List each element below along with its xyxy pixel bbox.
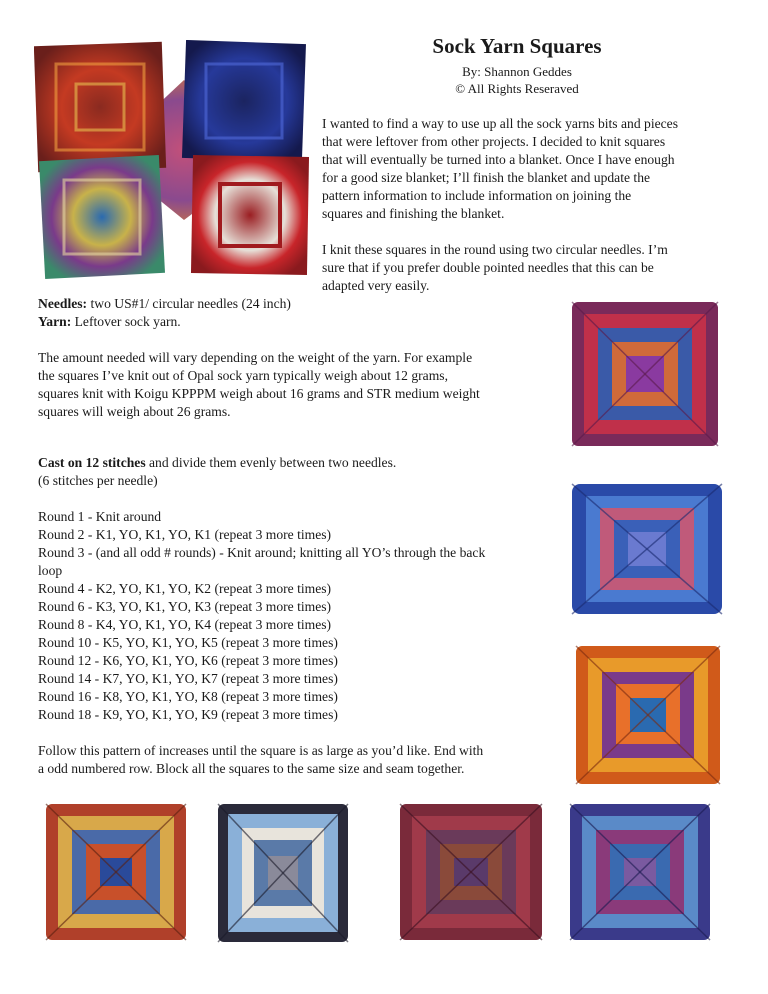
square-photo-3 bbox=[572, 642, 726, 790]
round-line: Round 2 - K1, YO, K1, YO, K1 (repeat 3 more times) bbox=[38, 527, 332, 542]
rounds-list bbox=[38, 508, 485, 724]
square-photo-7 bbox=[566, 800, 716, 946]
square-photo-2 bbox=[568, 476, 728, 620]
needles-label: Needles: bbox=[38, 296, 88, 311]
round-line: Round 12 - K6, YO, K1, YO, K6 (repeat 3 more times) bbox=[38, 653, 338, 668]
amount-line: squares will weigh about 26 grams. bbox=[38, 404, 231, 419]
header-photo-collage bbox=[34, 40, 312, 280]
intro-line: that will eventually be turned into a blanket. Once I have enough bbox=[322, 152, 675, 167]
square-photo-6 bbox=[396, 800, 548, 946]
round-line: Round 6 - K3, YO, K1, YO, K3 (repeat 3 more times) bbox=[38, 599, 332, 614]
yarn-line bbox=[38, 313, 291, 331]
round-line: Round 8 - K4, YO, K1, YO, K4 (repeat 3 more times) bbox=[38, 617, 332, 632]
square-photo-5 bbox=[214, 800, 354, 948]
round-line: Round 3 - (and all odd # rounds) - Knit around; knitting all YO’s through the back bbox=[38, 545, 486, 560]
intro-line: squares and finishing the blanket. bbox=[322, 206, 505, 221]
square-photo-1 bbox=[568, 296, 724, 454]
cast-on-line bbox=[38, 454, 396, 472]
amount-line: The amount needed will vary depending on the weight of the yarn. For example bbox=[38, 350, 473, 365]
cast-on bbox=[38, 454, 396, 490]
intro2-line: adapted very easily. bbox=[322, 278, 430, 293]
author-line: By: Shannon Geddes bbox=[462, 64, 572, 79]
amount-line: squares knit with Koigu KPPPM weigh about 16 grams and STR medium weight bbox=[38, 386, 480, 401]
amount-paragraph bbox=[38, 349, 480, 421]
intro-line: I wanted to find a way to use up all the sock yarns bits and pieces bbox=[322, 116, 678, 131]
cast-on-bold: Cast on 12 stitches bbox=[38, 455, 146, 470]
round-line: Round 1 - Knit around bbox=[38, 509, 162, 524]
round-line: Round 14 - K7, YO, K1, YO, K7 (repeat 3 more times) bbox=[38, 671, 338, 686]
round-line: Round 16 - K8, YO, K1, YO, K8 (repeat 3 more times) bbox=[38, 689, 338, 704]
page-title: Sock Yarn Squares bbox=[432, 34, 602, 58]
intro-line: pattern information to include information on joining the bbox=[322, 188, 632, 203]
materials bbox=[38, 295, 291, 331]
cast-on-text: and divide them evenly between two needles. bbox=[145, 455, 397, 470]
round-line: Round 10 - K5, YO, K1, YO, K5 (repeat 3 more times) bbox=[38, 635, 338, 650]
intro2-line: I knit these squares in the round using two circular needles. I’m bbox=[322, 242, 668, 257]
needles-text: two US#1/ circular needles (24 inch) bbox=[87, 296, 291, 311]
intro-line: that were leftover from other projects. I decided to knit squares bbox=[322, 134, 666, 149]
round-line: Round 4 - K2, YO, K1, YO, K2 (repeat 3 more times) bbox=[38, 581, 332, 596]
amount-line: the squares I’ve knit out of Opal sock yarn typically weigh about 12 grams, bbox=[38, 368, 448, 383]
needles-line bbox=[38, 295, 291, 313]
closing-line: Follow this pattern of increases until the square is as large as you’d like. End with bbox=[38, 743, 484, 758]
intro-line: for a good size blanket; I’ll finish the blanket and update the bbox=[322, 170, 651, 185]
intro2-line: sure that if you prefer double pointed needles that this can be bbox=[322, 260, 654, 275]
yarn-label: Yarn: bbox=[38, 314, 72, 329]
needles-note-paragraph bbox=[322, 241, 668, 295]
cast-on-line2: (6 stitches per needle) bbox=[38, 473, 158, 488]
intro-paragraph bbox=[322, 115, 678, 223]
closing-paragraph bbox=[38, 742, 483, 778]
copyright-line: © All Rights Reseraved bbox=[455, 81, 579, 96]
closing-line: a odd numbered row. Block all the squares to the same size and seam together. bbox=[38, 761, 465, 776]
square-photo-4 bbox=[42, 800, 192, 946]
yarn-text: Leftover sock yarn. bbox=[71, 314, 181, 329]
round-line: Round 18 - K9, YO, K1, YO, K9 (repeat 3 more times) bbox=[38, 707, 338, 722]
round-line: loop bbox=[38, 563, 63, 578]
